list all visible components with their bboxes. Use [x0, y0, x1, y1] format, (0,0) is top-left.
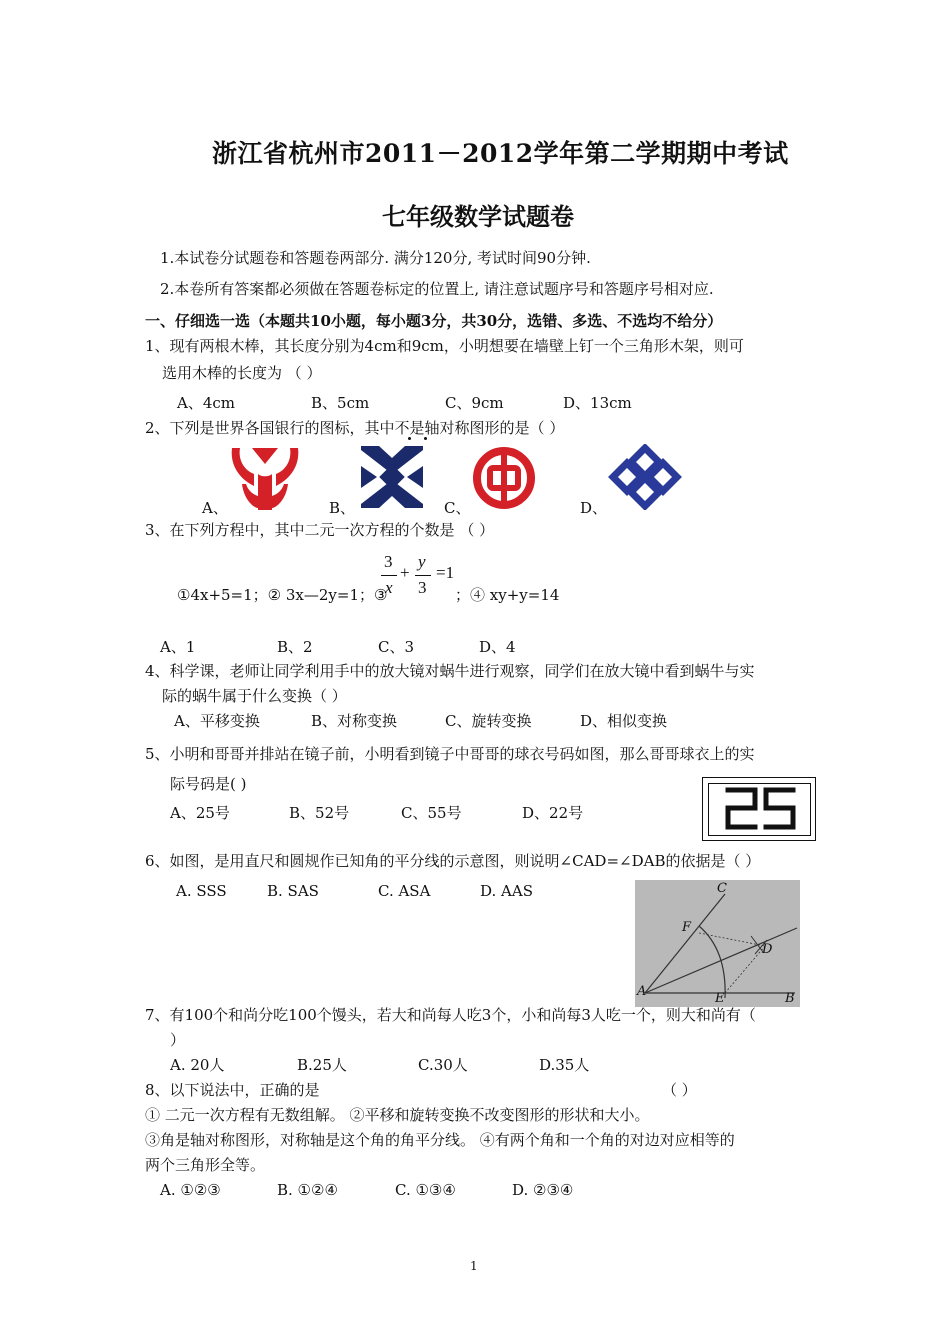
q6-option-a: A. SSS	[176, 882, 227, 900]
q7-option-c: C.30人	[418, 1056, 468, 1074]
q2-label-a: A、	[202, 499, 228, 517]
fig-label-c: C	[717, 881, 727, 896]
q1-line1: 1、现有两根木棒，其长度分别为4cm和9cm，小明想要在墙壁上钉一个三角形木架，则可	[145, 337, 744, 355]
q3-option-c: C、3	[378, 638, 415, 656]
q3-stem: 3、在下列方程中，其中二元一次方程的个数是 （ ）	[145, 521, 495, 539]
jersey-figure	[702, 777, 816, 841]
fig-label-a: A	[637, 984, 647, 999]
q3-equations-suffix: ；④ xy+y=14	[455, 586, 560, 604]
q3-option-b: B、2	[277, 638, 313, 656]
bank-logo-c-icon	[472, 446, 536, 510]
q7-line2: ）	[170, 1031, 186, 1049]
angle-bisector-figure	[635, 880, 800, 1007]
q1-option-c: C、9cm	[445, 394, 504, 412]
mirrored-number-icon	[725, 787, 797, 831]
bank-logo-b-icon	[359, 444, 425, 510]
q6-option-d: D. AAS	[480, 882, 533, 900]
fig-label-d: D	[762, 942, 773, 957]
fraction-bar	[415, 575, 431, 576]
q1-line2: 选用木棒的长度为 （ ）	[162, 364, 322, 382]
q7-line1: 7、有100个和尚分吃100个馒头，若大和尚每人吃3个，小和尚每3人吃一个，则大和尚有（	[145, 1006, 756, 1024]
q3-frac1-numerator: 3	[384, 552, 393, 571]
emphasis-dot	[424, 437, 427, 440]
exam-title: 浙江省杭州市2011－2012学年第二学期期中考试	[212, 139, 789, 168]
section-heading: 一、仔细选一选（本题共10小题，每小题3分，共30分，选错、多选、不选均不给分）	[145, 312, 723, 330]
q8-option-b: B. ①②④	[277, 1181, 338, 1199]
q3-frac2-denominator: 3	[418, 578, 427, 597]
q6-option-b: B. SAS	[267, 882, 319, 900]
bank-logo-d-icon	[607, 444, 683, 510]
q3-frac1-denominator: x	[385, 578, 393, 597]
fig-label-e: E	[715, 991, 725, 1006]
q3-frac2-numerator: y	[418, 552, 426, 571]
q6-stem: 6、如图，是用直尺和圆规作已知角的平分线的示意图，则说明∠CAD=∠DAB的依据是（ ）	[145, 852, 761, 870]
q1-option-d: D、13cm	[563, 394, 632, 412]
q3-option-a: A、1	[160, 638, 196, 656]
q1-option-b: B、5cm	[311, 394, 370, 412]
q5-option-a: A、25号	[170, 804, 230, 822]
q2-label-c: C、	[444, 499, 471, 517]
q5-option-b: B、52号	[289, 804, 350, 822]
q7-option-d: D.35人	[539, 1056, 590, 1074]
q4-line1: 4、科学课，老师让同学利用手中的放大镜对蜗牛进行观察，同学们在放大镜中看到蜗牛与实	[145, 662, 755, 680]
q5-line1: 5、小明和哥哥并排站在镜子前，小明看到镜子中哥哥的球衣号码如图，那么哥哥球衣上的实	[145, 745, 755, 763]
q8-option-c: C. ①③④	[395, 1181, 456, 1199]
q4-option-b: B、对称变换	[311, 712, 398, 730]
q8-answer-paren: （ ）	[662, 1081, 697, 1099]
q6-option-c: C. ASA	[378, 882, 431, 900]
fraction-bar	[381, 575, 397, 576]
q3-equations-prefix: ①4x+5=1；② 3x—2y=1；③	[177, 586, 388, 604]
q8-statement-2: ③角是轴对称图形，对称轴是这个角的角平分线。 ④有两个角和一个角的对边对应相等的	[145, 1131, 735, 1149]
q8-statement-1: ① 二元一次方程有无数组解。 ②平移和旋转变换不改变图形的形状和大小。	[145, 1106, 650, 1124]
q1-option-a: A、4cm	[177, 394, 236, 412]
q8-option-a: A. ①②③	[160, 1181, 221, 1199]
q3-option-d: D、4	[479, 638, 516, 656]
q8-statement-3: 两个三角形全等。	[145, 1156, 266, 1174]
q4-option-d: D、相似变换	[580, 712, 668, 730]
q2-stem: 2、下列是世界各国银行的图标，其中不是轴对称图形的是（ ）	[145, 419, 565, 437]
q5-option-c: C、55号	[401, 804, 462, 822]
q2-label-d: D、	[580, 499, 608, 517]
q5-option-d: D、22号	[522, 804, 584, 822]
q7-option-b: B.25人	[297, 1056, 347, 1074]
emphasis-dot	[408, 437, 411, 440]
note-2: 2.本卷所有答案都必须做在答题卷标定的位置上, 请注意试题序号和答题序号相对应.	[160, 280, 714, 298]
q4-line2: 际的蜗牛属于什么变换（ ）	[162, 687, 347, 705]
q4-option-a: A、平移变换	[174, 712, 260, 730]
exam-subtitle: 七年级数学试题卷	[382, 202, 574, 231]
q3-rhs: =1	[436, 563, 455, 582]
bank-logo-a-icon	[228, 444, 302, 512]
page-number: 1	[470, 1259, 478, 1273]
q3-plus: +	[400, 563, 410, 582]
q8-stem: 8、以下说法中，正确的是	[145, 1081, 320, 1099]
q4-option-c: C、旋转变换	[445, 712, 532, 730]
fig-label-b: B	[785, 991, 795, 1006]
note-1: 1.本试卷分试题卷和答题卷两部分. 满分120分, 考试时间90分钟.	[160, 249, 591, 267]
q7-option-a: A. 20人	[170, 1056, 225, 1074]
q2-label-b: B、	[329, 499, 356, 517]
q5-line2: 际号码是( )	[170, 775, 247, 793]
q8-option-d: D. ②③④	[512, 1181, 574, 1199]
fig-label-f: F	[682, 920, 692, 935]
